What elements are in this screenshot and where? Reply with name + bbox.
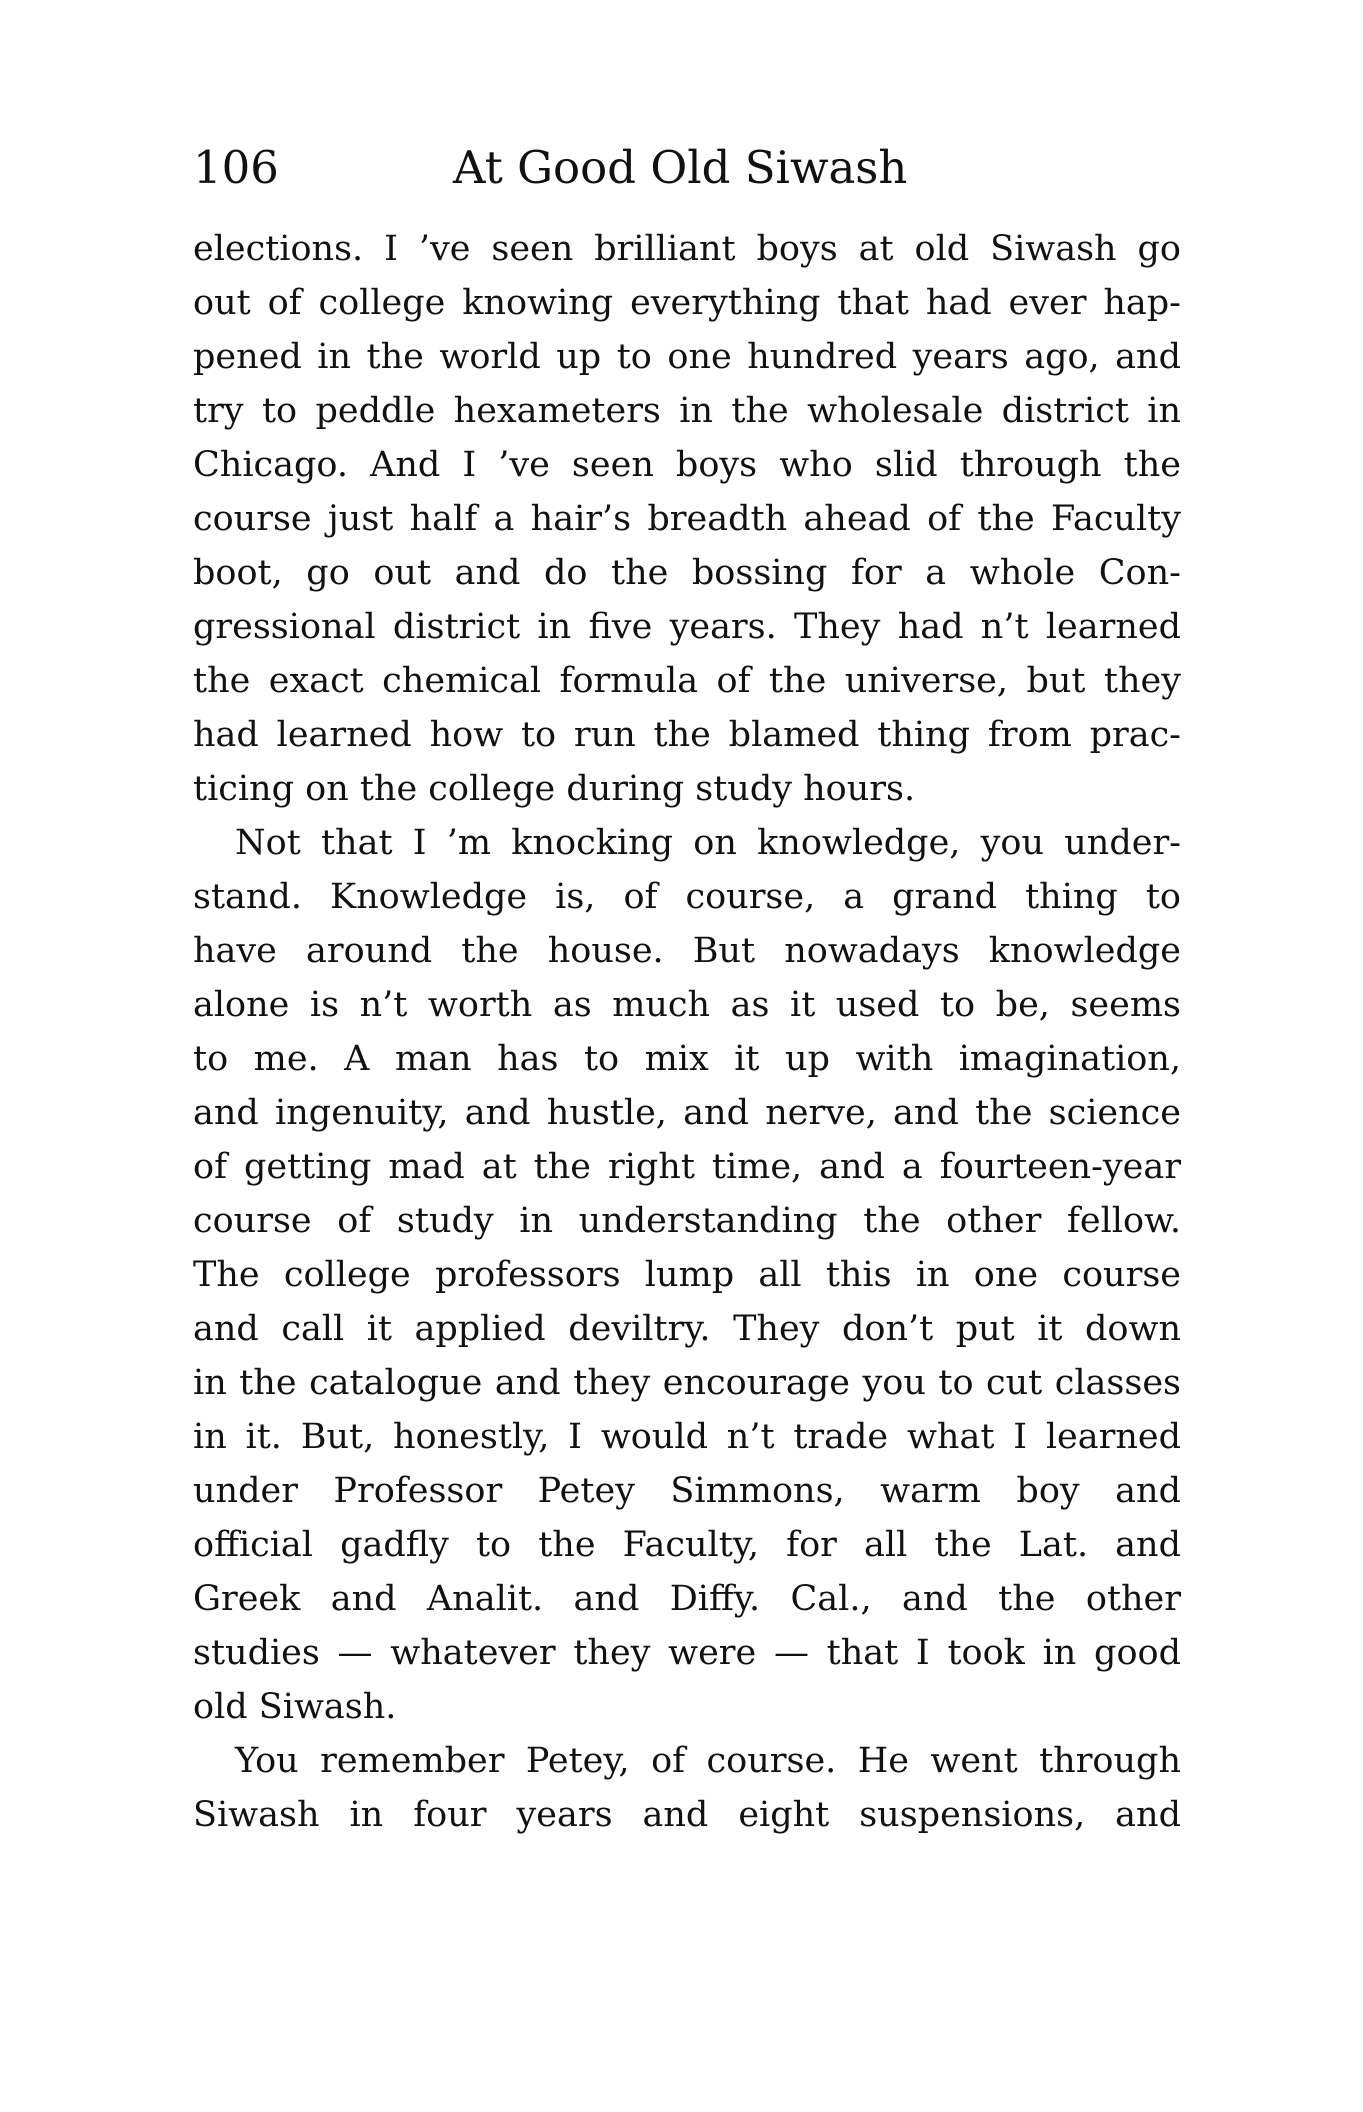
text-line: and call it applied deviltry. They don’t put it down [193,1309,1181,1349]
text-line: You remember Petey, of course. He went through [235,1741,1181,1781]
body-text [193,222,1181,1842]
text-line: and ingenuity, and hustle, and nerve, and the science [193,1093,1181,1133]
text-line: out of college knowing everything that had ever hap- [193,283,1181,323]
text-line: try to peddle hexameters in the wholesale district in [193,391,1181,431]
text-line: Greek and Analit. and Diffy. Cal., and the other [193,1579,1181,1619]
text-line: of getting mad at the right time, and a fourteen-year [193,1147,1181,1187]
text-line: stand. Knowledge is, of course, a grand thing to [193,877,1181,917]
text-line: old Siwash. [193,1687,397,1727]
page-header [193,138,1181,198]
text-line: course of study in understanding the other fellow. [193,1201,1181,1241]
text-line: course just half a hair’s breadth ahead of the Faculty [193,499,1181,539]
text-line: to me. A man has to mix it up with imagination, [193,1039,1181,1079]
text-line: under Professor Petey Simmons, warm boy and [193,1471,1181,1511]
text-line: elections. I ’ve seen brilliant boys at old Siwash go [193,229,1181,269]
text-line: have around the house. But nowadays knowledge [193,931,1181,971]
text-line: in the catalogue and they encourage you to cut classes [193,1363,1181,1403]
text-line: pened in the world up to one hundred years ago, and [193,337,1181,377]
text-line: gressional district in five years. They had n’t learned [193,607,1181,647]
text-line: boot, go out and do the bossing for a whole Con- [193,553,1181,593]
text-line: The college professors lump all this in one course [193,1255,1181,1295]
page-number: 106 [193,141,279,194]
text-line: ticing on the college during study hours. [193,769,916,809]
text-line: alone is n’t worth as much as it used to be, seems [193,985,1181,1025]
text-line: had learned how to run the blamed thing from prac- [193,715,1181,755]
text-line: Not that I ’m knocking on knowledge, you under- [235,823,1181,863]
text-line: Siwash in four years and eight suspensions, and [193,1795,1181,1835]
text-line: Chicago. And I ’ve seen boys who slid through the [193,445,1181,485]
text-line: the exact chemical formula of the universe, but they [193,661,1181,701]
text-line: official gadfly to the Faculty, for all the Lat. and [193,1525,1181,1565]
text-line: in it. But, honestly, I would n’t trade what I learned [193,1417,1181,1457]
running-title: At Good Old Siwash [453,141,908,194]
text-line: studies — whatever they were — that I took in good [193,1633,1181,1673]
